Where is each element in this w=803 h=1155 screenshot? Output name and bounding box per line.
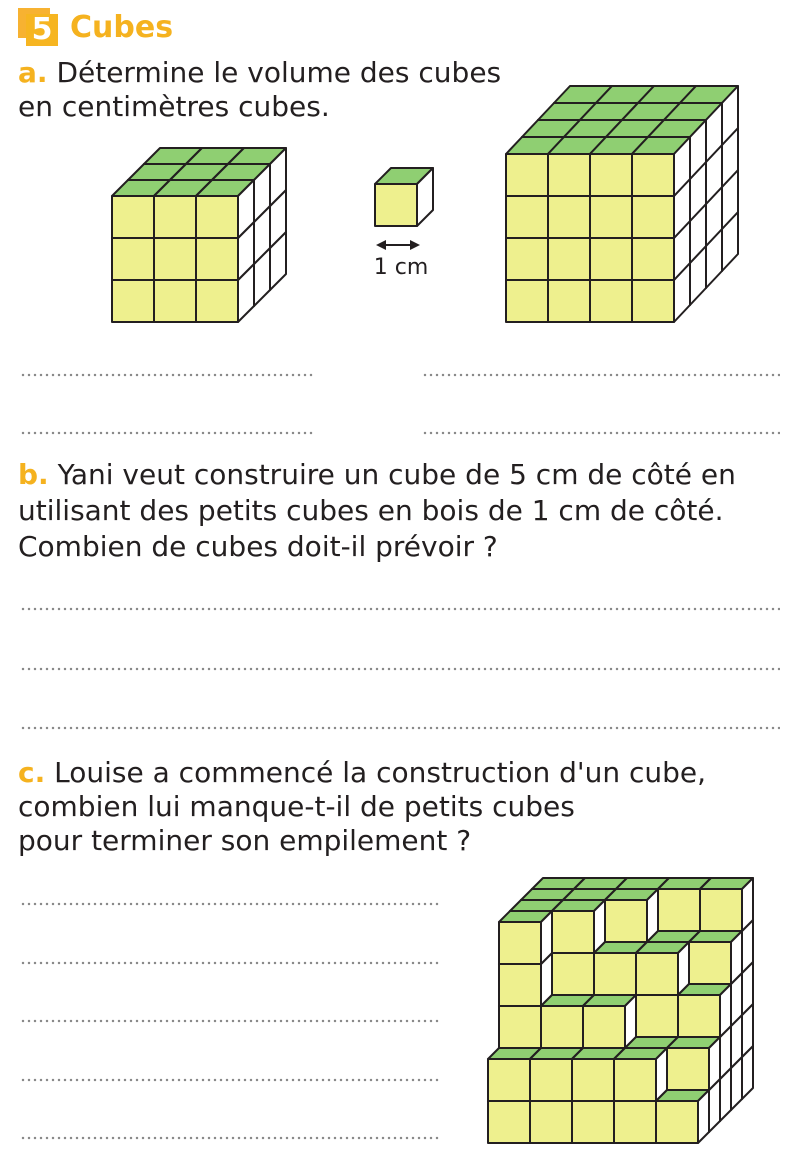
exercise-title: Cubes: [70, 10, 174, 45]
partial-cube-stack: [488, 878, 753, 1143]
part-a-letter: a.: [18, 56, 48, 89]
part-b-line1: Yani veut construire un cube de 5 cm de côté en: [57, 458, 736, 491]
part-b-line3: Combien de cubes doit-il prévoir ?: [18, 530, 498, 563]
part-c-line3: pour terminer son empilement ?: [18, 824, 472, 857]
unit-label: 1 cm: [373, 255, 429, 280]
part-a-line1: Détermine le volume des cubes: [56, 56, 502, 89]
part-a-line2: en centimètres cubes.: [18, 90, 330, 123]
part-c-line1: Louise a commencé la construction d'un cube,: [54, 756, 707, 789]
exercise-number: 5: [26, 14, 58, 46]
part-b-line2: utilisant des petits cubes en bois de 1 cm de côté.: [18, 494, 724, 527]
part-b-letter: b.: [18, 458, 49, 491]
part-c-letter: c.: [18, 756, 46, 789]
part-c-line2: combien lui manque-t-il de petits cubes: [18, 790, 575, 823]
